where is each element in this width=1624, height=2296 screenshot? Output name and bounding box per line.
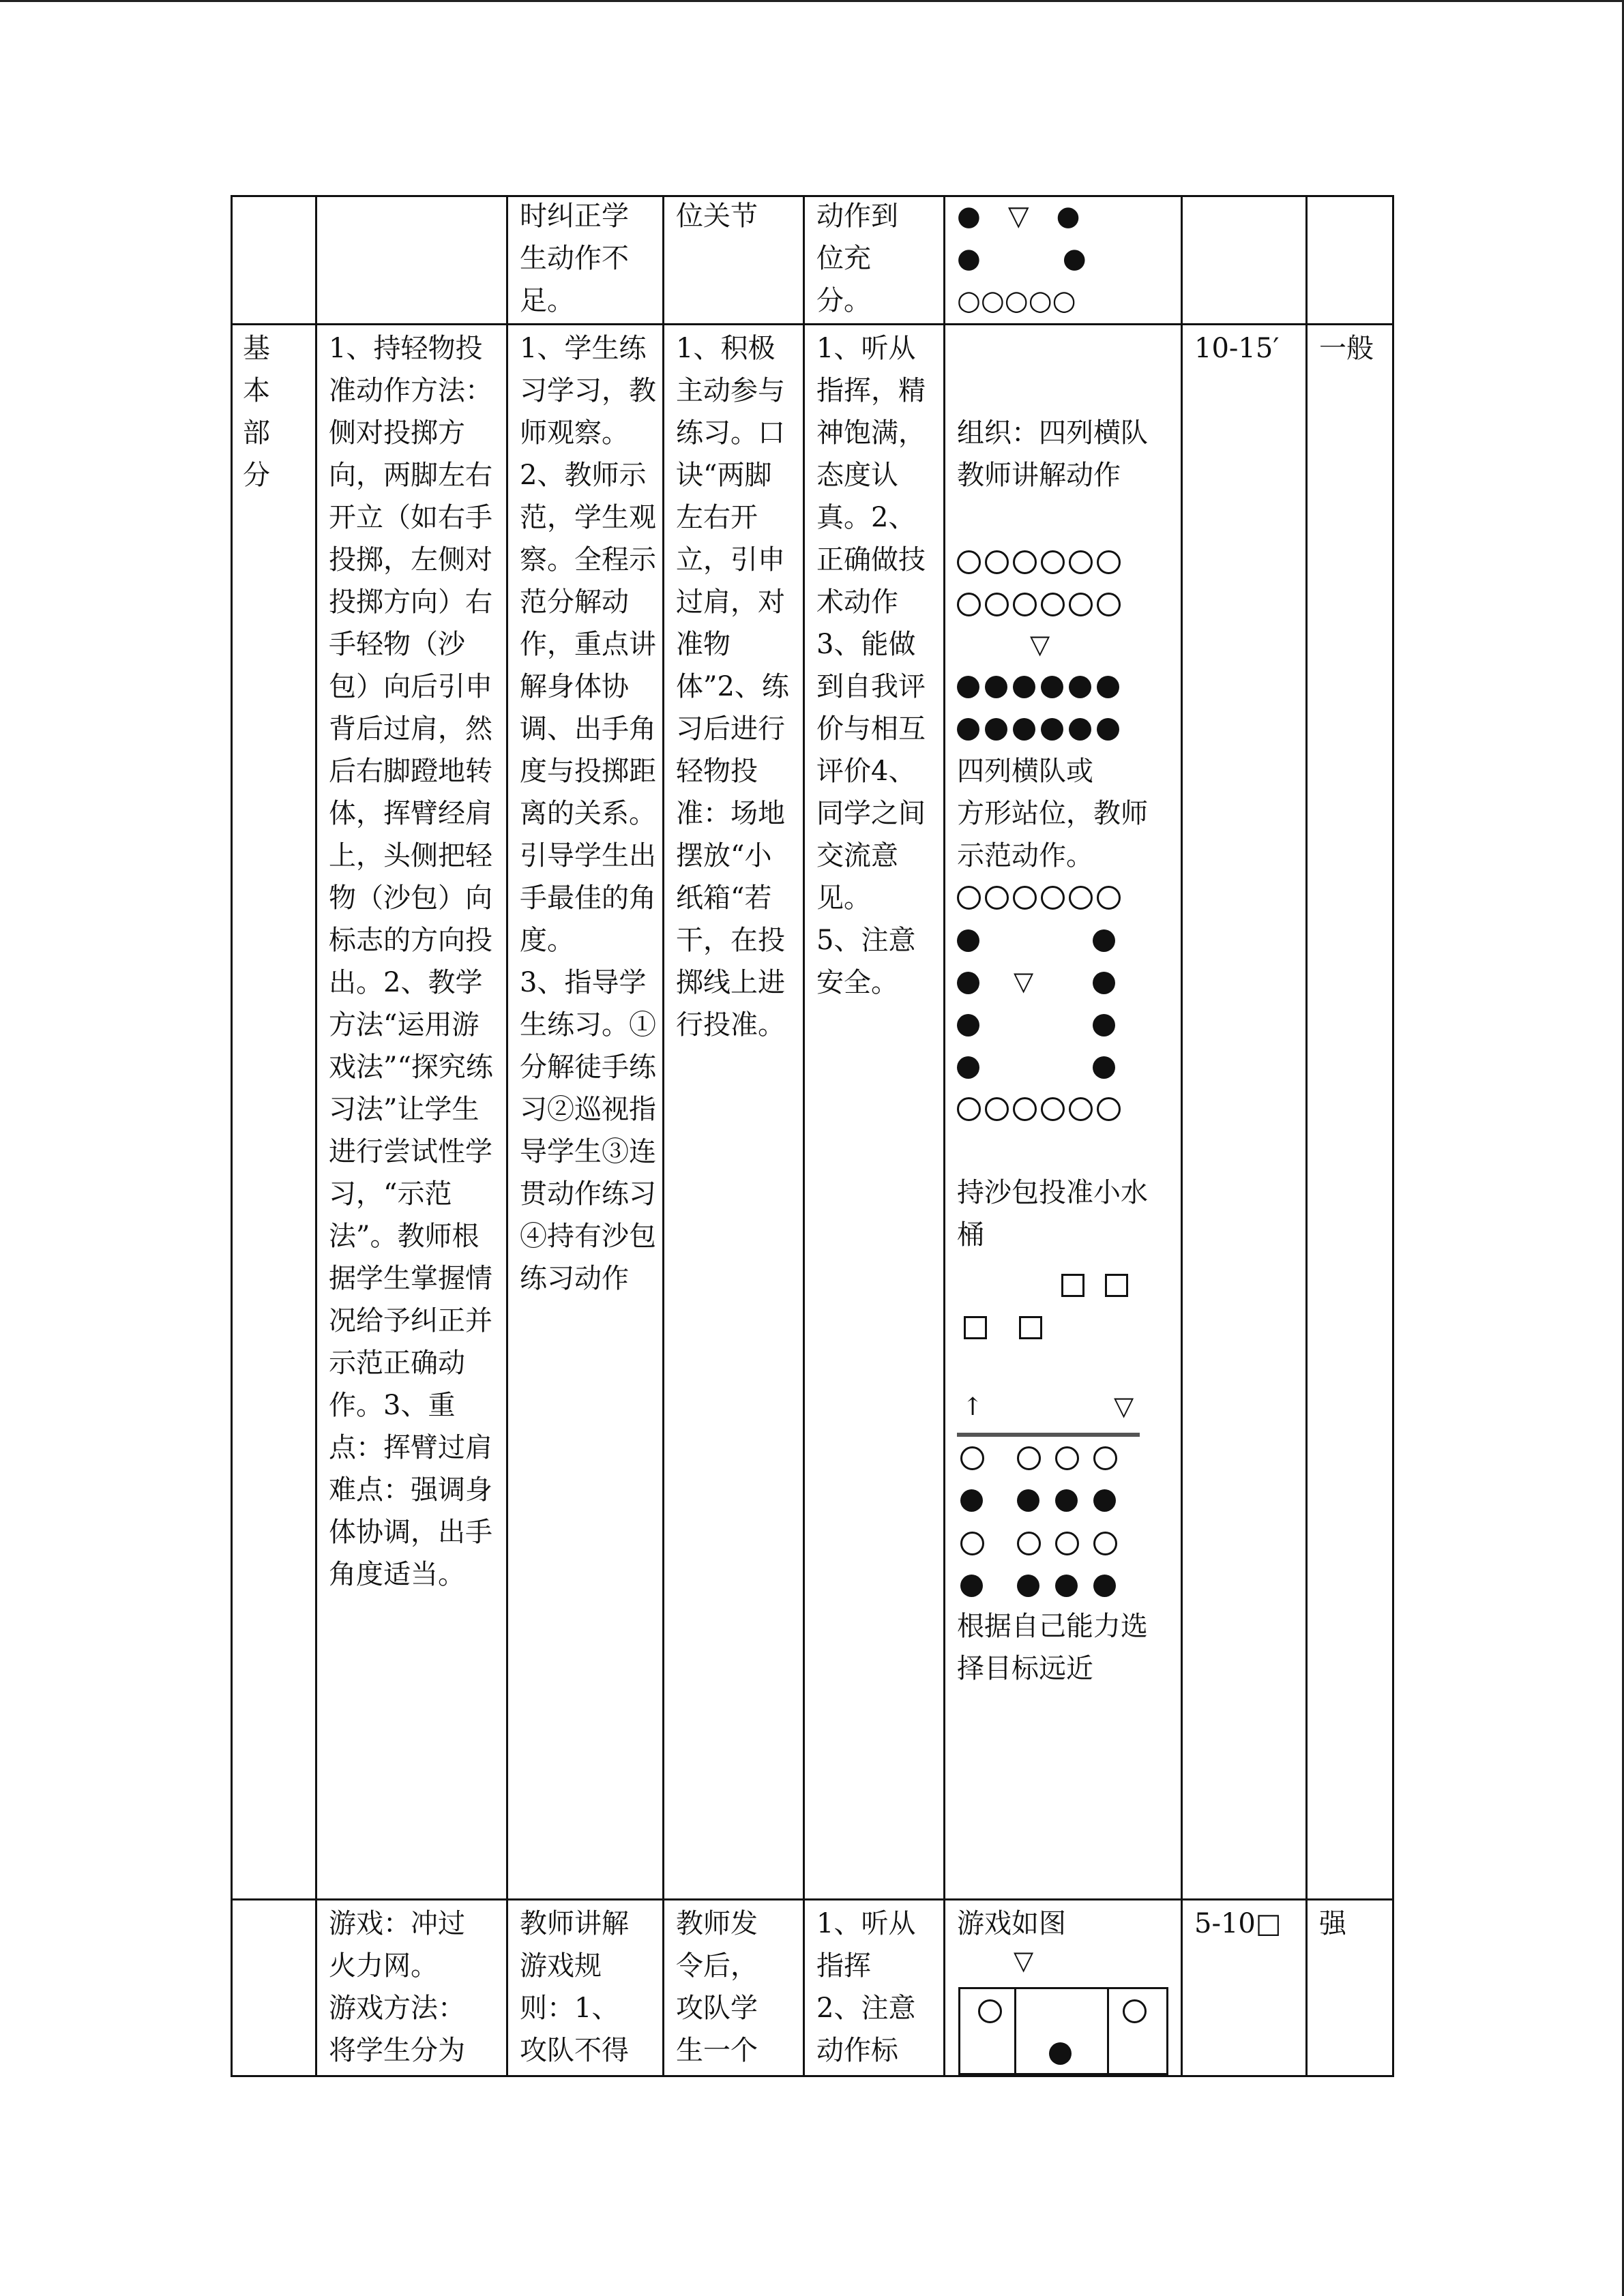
student-hollow-dot — [985, 886, 1009, 910]
requirement-cell: 1、听从指挥，精神饱满，态度认真。2、正确做技术动作3、能做到自我评价与相互评价4、同学之间交流意见。 5、注意安全。 — [816, 333, 926, 998]
student-hollow-dot — [985, 593, 1009, 616]
student-filled-dot — [1055, 1575, 1078, 1597]
col-divider — [506, 195, 508, 2077]
col-divider — [803, 195, 805, 2077]
student-hollow-dot — [1013, 1097, 1037, 1121]
student-filled-dot — [1041, 718, 1063, 741]
student-hollow-dot — [1069, 886, 1093, 910]
student-filled-dot — [957, 929, 979, 952]
student-filled-dot — [1093, 1575, 1116, 1597]
target-bucket-icon — [1019, 1316, 1042, 1339]
game-org-text: 游戏如图 — [957, 1908, 1066, 1939]
student-filled-dot — [1049, 2042, 1072, 2065]
row-divider — [231, 1898, 1394, 1900]
student-filled-dot — [960, 1575, 983, 1597]
student-filled-dot — [960, 1489, 983, 1512]
student-hollow-dot — [957, 593, 981, 616]
target-bucket-icon — [1061, 1274, 1084, 1297]
student-hollow-dot — [1041, 593, 1065, 616]
student-filled-dot — [957, 1014, 979, 1037]
student-hollow-dot — [1097, 1097, 1121, 1121]
student-filled-dot — [1017, 1489, 1039, 1512]
student-filled-dot — [1093, 1056, 1115, 1079]
student-filled-dot — [1055, 1489, 1078, 1512]
student-filled-dot — [1017, 1575, 1039, 1597]
student-filled-dot — [1093, 1014, 1115, 1037]
student-filled-dot — [1069, 676, 1091, 698]
student-hollow-dot — [1041, 1097, 1065, 1121]
student-filled-dot — [957, 718, 979, 741]
section-label-basic: 基 本 部 分 — [243, 333, 270, 491]
student-hollow-dot — [1097, 593, 1121, 616]
student-hollow-dot — [1093, 1446, 1117, 1470]
student-hollow-dot — [985, 1097, 1009, 1121]
game-zone-divider — [1107, 1989, 1109, 2073]
col-divider — [315, 195, 317, 2077]
intensity-cell: 一般 — [1319, 333, 1374, 364]
row1-requirement-cell: 动作到 位充 分。 — [816, 200, 898, 316]
student-filled-dot — [1093, 929, 1115, 952]
row-divider — [231, 323, 1394, 325]
student-filled-dot — [957, 676, 979, 698]
game-zone-divider — [1014, 1989, 1016, 2073]
teacher-activity-cell: 1、学生练习学习，教师观察。 2、教师示范，学生观察。全程示范分解动作，重点讲解身体协调、出手角度与投掷距离的关系。引导学生出手最佳的角度。 3、指导学生练习。①分解徒手练习②巡视指导学生③连贯动作练习④持有沙包练习动作 — [520, 333, 656, 1294]
up-arrow-icon: ↑ — [962, 1393, 984, 1421]
student-hollow-dot — [960, 1532, 984, 1555]
teacher-triangle-icon: ▽ — [1014, 1945, 1034, 1976]
lesson-plan-table — [231, 195, 1394, 2077]
student-hollow-dot — [1097, 550, 1121, 574]
student-filled-dot — [957, 1056, 979, 1079]
student-filled-dot — [985, 676, 1007, 698]
student-hollow-dot — [1097, 886, 1121, 910]
table-border-bottom — [231, 2075, 1394, 2077]
org-text-target: 根据自己能力选 择目标远近 — [957, 1611, 1148, 1684]
game-requirement-cell: 1、听从 指挥 2、注意 动作标 — [816, 1908, 916, 2066]
student-filled-dot — [1097, 676, 1119, 698]
teacher-triangle-icon: ▽ — [1114, 1391, 1134, 1421]
game-field — [958, 1987, 1168, 2075]
col-divider — [662, 195, 664, 2077]
student-hollow-dot — [957, 886, 981, 910]
teacher-triangle-icon: ▽ — [1014, 966, 1034, 996]
game-student-cell: 教师发 令后， 攻队学 生一个 — [676, 1908, 758, 2066]
student-hollow-dot — [1069, 1097, 1093, 1121]
student-hollow-dot — [985, 550, 1009, 574]
student-hollow-dot — [1017, 1446, 1041, 1470]
student-hollow-dot — [1123, 1999, 1147, 2023]
student-hollow-dot — [1041, 550, 1065, 574]
student-filled-dot — [1093, 1489, 1116, 1512]
page-top-border — [0, 0, 1624, 2]
student-hollow-dot — [1013, 886, 1037, 910]
student-hollow-dot — [1055, 1532, 1079, 1555]
student-hollow-dot — [1013, 550, 1037, 574]
student-hollow-dot — [957, 1097, 981, 1121]
student-hollow-dot — [1041, 886, 1065, 910]
table-border-right — [1392, 195, 1394, 2077]
game-content-cell: 游戏：冲过 火力网。 游戏方法： 将学生分为 — [329, 1908, 465, 2066]
target-bucket-icon — [964, 1316, 987, 1339]
student-hollow-dot — [1055, 1446, 1079, 1470]
student-hollow-dot — [1093, 1532, 1117, 1555]
formation-row: ● ● — [957, 243, 1087, 274]
student-filled-dot — [1097, 718, 1119, 741]
teacher-triangle-icon: ▽ — [1030, 629, 1050, 659]
game-intensity-cell: 强 — [1319, 1908, 1346, 1939]
formation-row: ○○○○○ — [957, 285, 1076, 316]
org-text-bucket: 持沙包投准小水 桶 — [957, 1177, 1148, 1251]
table-border-top — [231, 195, 1394, 197]
student-filled-dot — [1069, 718, 1091, 741]
student-filled-dot — [1093, 972, 1115, 994]
student-hollow-dot — [1013, 593, 1037, 616]
student-hollow-dot — [957, 550, 981, 574]
org-text-square: 四列横队或 方形站位，教师 示范动作。 — [957, 756, 1148, 871]
student-filled-dot — [957, 972, 979, 994]
col-divider — [943, 195, 945, 2077]
student-hollow-dot — [978, 1999, 1002, 2023]
col-divider — [231, 195, 233, 2077]
formation-row: ● ▽ ● — [957, 200, 1080, 232]
student-filled-dot — [985, 718, 1007, 741]
student-filled-dot — [1013, 718, 1035, 741]
col-divider — [1305, 195, 1308, 2077]
time-cell: 10-15′ — [1194, 333, 1280, 364]
teaching-content-cell: 1、持轻物投准动作方法：侧对投掷方向，两脚左右开立（如右手投掷，左侧对投掷方向）右手轻物（沙包）向后引申背后过肩，然后右脚蹬地转体，挥臂经肩上，头侧把轻物（沙包）向标志的方向投出。2、教学方法“运用游戏法”“探究练习法”让学生进行尝试性学习，“示范法”。教师根据学生掌握情况给予纠正并示范正确动作。3、重点：挥臂过肩 难点：强调身体协调，出手角度适当。 — [329, 333, 493, 1590]
org-text-formation: 组织：四列横队 教师讲解动作 — [957, 417, 1148, 491]
row1-teacher-cell: 时纠正学 生动作不 足。 — [520, 200, 629, 316]
student-filled-dot — [1041, 676, 1063, 698]
row1-student-cell: 位关节 — [676, 200, 758, 232]
student-hollow-dot — [960, 1446, 984, 1470]
throwing-line — [957, 1433, 1140, 1437]
game-time-cell: 5-10□ — [1194, 1908, 1282, 1939]
col-divider — [1181, 195, 1183, 2077]
student-activity-cell: 1、积极主动参与练习。口诀“两脚左右开立，引申过肩，对准物体”2、练习后进行轻物投准：场地摆放“小纸箱“若干，在投掷线上进行投准。 — [676, 333, 789, 1041]
target-bucket-icon — [1105, 1274, 1128, 1297]
student-hollow-dot — [1069, 593, 1093, 616]
student-filled-dot — [1013, 676, 1035, 698]
student-hollow-dot — [1069, 550, 1093, 574]
game-teacher-cell: 教师讲解 游戏规 则：1、 攻队不得 — [520, 1908, 629, 2066]
student-hollow-dot — [1017, 1532, 1041, 1555]
